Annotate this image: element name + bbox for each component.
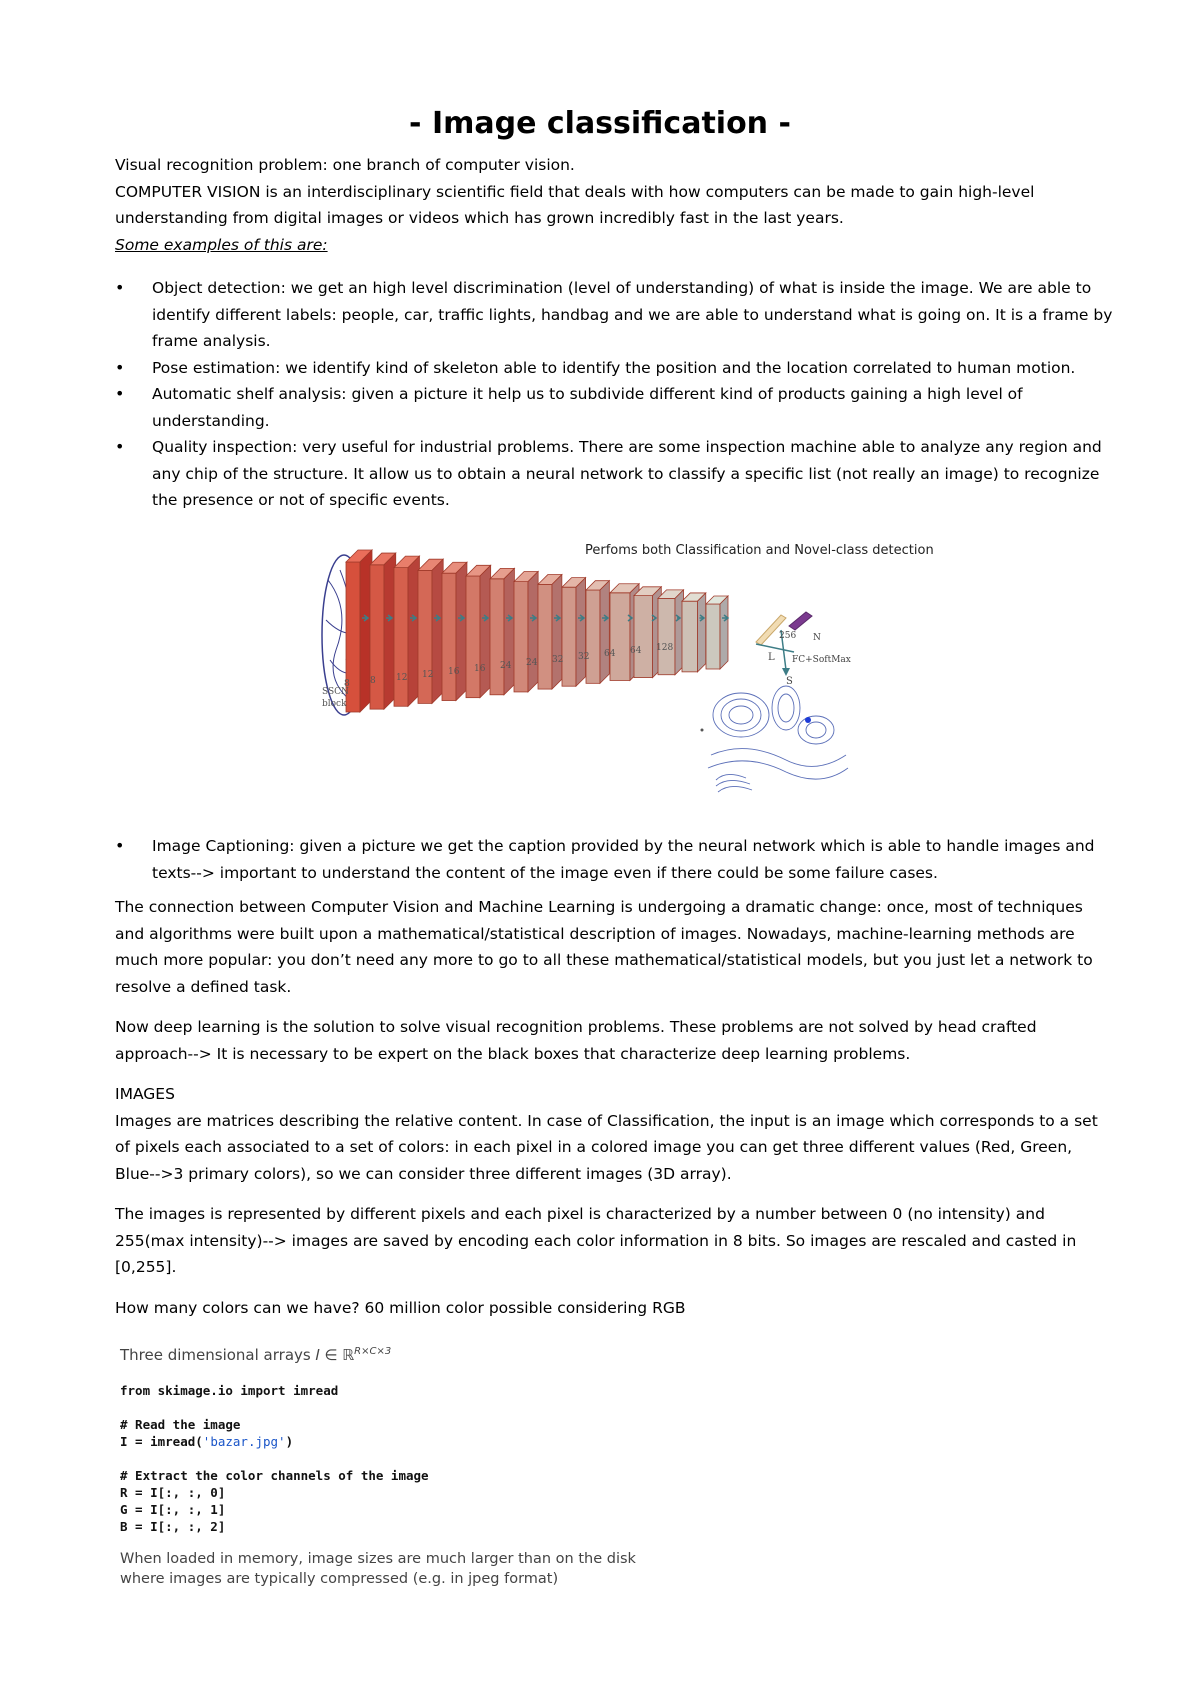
fc-softmax-label: FC+SoftMax — [792, 655, 851, 665]
images-heading: IMAGES — [115, 1085, 175, 1103]
layer-size-label: 8 — [370, 676, 376, 686]
paragraph-deep-learning: Now deep learning is the solution to solve visual recognition problems. These problems are not solved by head crafted approach--> It is necessary to be expert on the black boxes that characterize deep learning problems. — [115, 1018, 1037, 1063]
fc-layers — [756, 612, 812, 676]
network-architecture-figure — [316, 540, 906, 815]
paragraph-cv-ml: The connection between Computer Vision and Machine Learning is undergoing a dramatic change: once, most of techniques and algorithms were built upon a mathematical/statistical description of images. Nowadays, machine-learning methods are much more popular: you don’t need any more to go to all these mathematical/statistical models, but you just let a network to resolve a defined task. — [115, 898, 1093, 996]
bullet-icon: • — [115, 357, 125, 377]
contour-plot-icon — [701, 686, 849, 792]
layer-block — [394, 568, 408, 707]
layer-block-side — [720, 596, 728, 669]
layer-block-side — [456, 562, 467, 700]
layer-size-label: 16 — [474, 664, 486, 674]
layer-block — [658, 598, 675, 674]
intro-section — [115, 152, 1115, 258]
intro-line-2: COMPUTER VISION is an interdisciplinary scientific field that deals with how computers can be made to gain high-level understanding from digital images or videos which has grown incredibly fast in the last years. — [115, 182, 1035, 227]
code-figure-title: Three dimensional arrays 𝐼 ∈ ℝ$^{R\times C\times 3}$ — [120, 1346, 392, 1364]
list-item: • Pose estimation: we identify kind of skeleton able to identify the position and the location correlated to human motion. — [115, 355, 1115, 382]
layer-block — [490, 579, 504, 695]
code-block: from skimage.io import imread # Read the image I = imread('bazar.jpg') # Extract the color channels of the image R = I[:, :, 0] G = I[:, :, 1] B = I[:, :, 2] — [120, 1383, 429, 1534]
paragraph-images-matrices: Images are matrices describing the relative content. In case of Classification, the input is an image which corresponds to a set of pixels each associated to a set of colors: in each pixel in a colored image you can get three different values (Red, Green, Blue-->3 primary colors), so we can consider three different images (3D array). — [115, 1111, 1098, 1183]
layer-block — [370, 565, 384, 709]
main-text — [115, 894, 1115, 1335]
layer-block — [682, 601, 698, 672]
bullet-icon: • — [115, 384, 125, 403]
bullet-icon: • — [115, 278, 125, 297]
label-sscn: SSCN — [322, 687, 349, 697]
intro-line-1: Visual recognition problem: one branch of computer vision. — [115, 156, 575, 174]
code-note-line-1: When loaded in memory, image sizes are much larger than on the disk — [120, 1551, 636, 1567]
label-s: S — [786, 676, 793, 687]
list-item: • Image Captioning: given a picture we get the caption provided by the neural network which is able to handle images and texts--> important to understand the content of the image even if there could be some failure cases. — [115, 833, 1115, 886]
layer-block — [514, 582, 528, 692]
layer-block — [538, 584, 552, 689]
layer-size-label: 32 — [552, 655, 564, 665]
figure-caption: Perfoms both Classification and Novel-class detection — [585, 543, 934, 558]
label-n: N — [813, 633, 821, 643]
paragraph-pixel-intensity: The images is represented by different pixels and each pixel is characterized by a number between 0 (no intensity) and 255(max intensity)--> images are saved by encoding each color information in 8 bits. So images are rescaled and casted in [0,255]. — [115, 1205, 1077, 1276]
layer-block-side — [600, 581, 609, 684]
bullet-icon: • — [115, 437, 125, 456]
list-item: • Object detection: we get an high level discrimination (level of understanding) of what is inside the image. We are able to identify different labels: people, car, traffic lights, handbag and we are able to understand what is going on. It is a frame by frame analysis. — [115, 275, 1115, 355]
layer-size-label: 12 — [396, 673, 408, 683]
layer-block — [586, 590, 600, 683]
layer-size-label: 64 — [630, 646, 642, 656]
code-figure — [120, 1346, 820, 1616]
label-l: L — [768, 652, 775, 663]
layer-size-label: 64 — [604, 649, 616, 659]
examples-heading: Some examples of this are: — [115, 235, 328, 254]
layer-block — [562, 587, 576, 686]
layer-block-side — [698, 593, 706, 672]
layer-block — [466, 576, 480, 698]
layer-size-label: 24 — [500, 661, 512, 671]
layer-block — [706, 604, 720, 669]
layer-size-label: 8 — [344, 679, 350, 689]
paragraph-colors-question: How many colors can we have? 60 million color possible considering RGB — [115, 1298, 686, 1317]
layer-block-side — [432, 559, 443, 703]
bullet-icon: • — [115, 836, 125, 855]
layer-block-side — [552, 575, 562, 690]
cnn-layers — [346, 550, 728, 712]
list-item: • Quality inspection: very useful for industrial problems. There are some inspection machine able to analyze any region and any chip of the structure. It allow us to obtain a neural network to classify a specific list (not really an image) to recognize the presence or not of specific events. — [115, 434, 1115, 514]
page-title: - Image classification - — [409, 106, 791, 141]
layer-block-side — [528, 571, 538, 691]
layer-block — [610, 593, 630, 681]
layer-size-label: 16 — [448, 667, 460, 677]
layer-block — [442, 573, 456, 700]
layer-size-label: 12 — [422, 670, 434, 680]
examples-list — [115, 275, 1115, 514]
layer-block-side — [576, 578, 586, 687]
imread-line: I = imread('bazar.jpg') — [120, 1434, 294, 1449]
code-note-line-2: where images are typically compressed (e.g. in jpeg format) — [120, 1571, 559, 1587]
layer-size-label: 32 — [578, 652, 590, 662]
layer-block — [634, 596, 653, 678]
layer-block-side — [504, 568, 514, 694]
label-block: block — [322, 699, 347, 709]
layer-block-side — [480, 565, 491, 697]
list-item: • Automatic shelf analysis: given a picture it help us to subdivide different kind of products gaining a high level of understanding. — [115, 381, 1115, 434]
label-256: 256 — [779, 631, 797, 641]
layer-size-label: 24 — [526, 658, 538, 668]
layer-block — [418, 570, 432, 703]
captioning-list — [115, 833, 1115, 886]
layer-size-label: 128 — [656, 643, 674, 653]
